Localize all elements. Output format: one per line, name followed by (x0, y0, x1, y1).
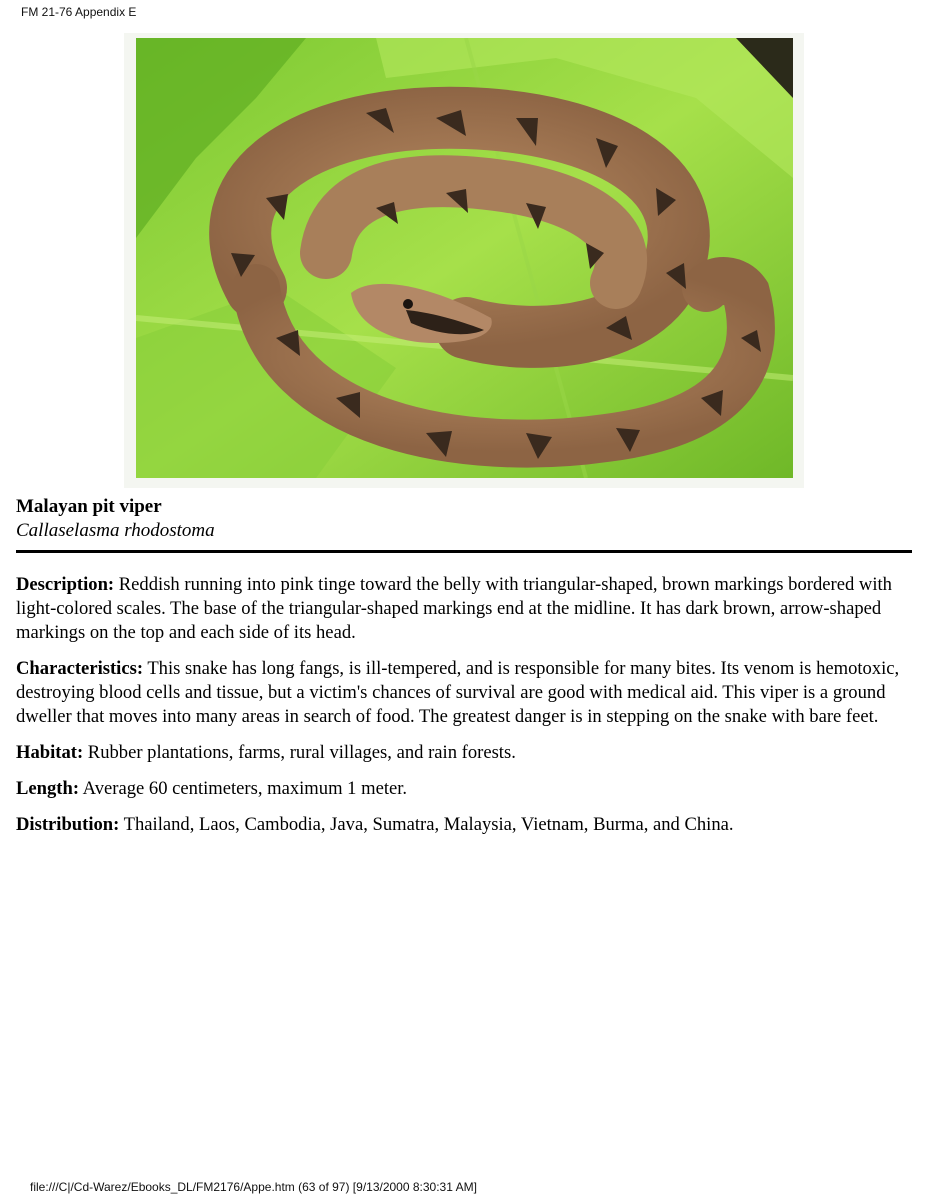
section-text: Rubber plantations, farms, rural villages, and rain forests. (87, 742, 516, 763)
characteristics-paragraph (16, 657, 916, 729)
section-label: Habitat: (16, 742, 84, 763)
length-paragraph (16, 777, 916, 801)
section-text: Reddish running into pink tinge toward the belly with triangular-shaped, brown markings bordered with light-colored scales. The base of the triangular-shaped markings end at the midline. It has dark brown, arrow-shaped markings on the top and each side of its head. (16, 574, 892, 643)
species-details (16, 573, 916, 849)
page-header: FM 21-76 Appendix E (21, 5, 137, 19)
section-text: Thailand, Laos, Cambodia, Java, Sumatra, Malaysia, Vietnam, Burma, and China. (123, 814, 734, 835)
habitat-paragraph (16, 741, 916, 765)
section-label: Description: (16, 574, 115, 595)
section-text: This snake has long fangs, is ill-tempered, and is responsible for many bites. Its venom is hemotoxic, destroying blood cells and tissue, but a victim's chances of survival are good with medical aid. This viper is a ground dweller that moves into many areas in search of food. The greatest danger is in stepping on the snake with bare feet. (16, 658, 900, 727)
section-label: Length: (16, 778, 80, 799)
distribution-paragraph (16, 813, 916, 837)
section-label: Distribution: (16, 814, 120, 835)
scientific-name: Callaselasma rhodostoma (16, 520, 215, 541)
common-name: Malayan pit viper (16, 496, 162, 517)
divider (16, 550, 912, 553)
snake-photo (136, 38, 793, 478)
description-paragraph (16, 573, 916, 645)
section-label: Characteristics: (16, 658, 144, 679)
section-text: Average 60 centimeters, maximum 1 meter. (82, 778, 408, 799)
page-footer: file:///C|/Cd-Warez/Ebooks_DL/FM2176/Appe.htm (63 of 97) [9/13/2000 8:30:31 AM] (30, 1180, 477, 1194)
photo-frame (124, 33, 804, 488)
